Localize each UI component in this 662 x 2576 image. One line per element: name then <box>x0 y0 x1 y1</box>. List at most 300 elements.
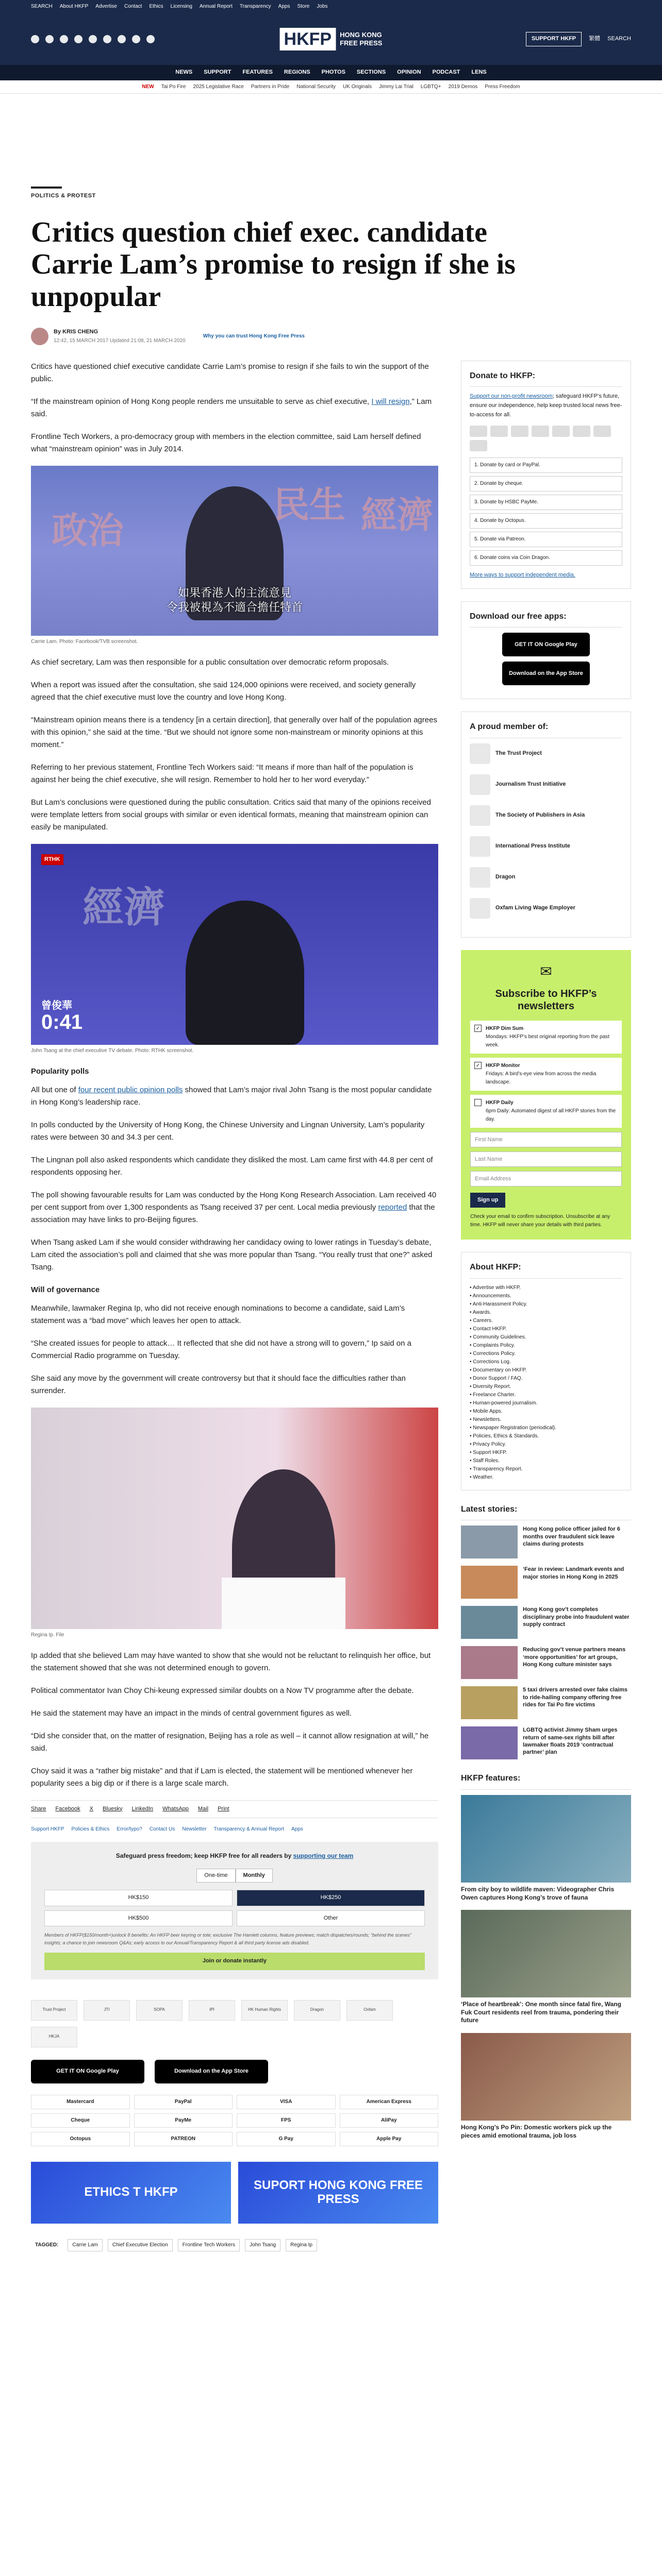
latest-widget-title: Latest stories: <box>461 1503 631 1521</box>
payment-applepay: Apple Pay <box>340 2132 439 2146</box>
share-print[interactable]: Print <box>218 1805 229 1812</box>
donate-option[interactable]: 2. Donate by cheque. <box>470 476 622 492</box>
tag-chip[interactable]: Regina Ip <box>286 2239 317 2251</box>
trending-bar <box>0 80 662 94</box>
partner-logo[interactable]: Oxfam <box>346 2000 393 2021</box>
story-item[interactable] <box>461 1686 631 1719</box>
about-link[interactable]: • Announcements. <box>470 1292 622 1300</box>
partner-logo[interactable]: IPI <box>189 2000 235 2021</box>
site-logo[interactable] <box>280 28 383 50</box>
frequency-toggle <box>44 1869 425 1883</box>
feature-item[interactable] <box>461 2033 631 2140</box>
member-name: Dragon <box>495 874 516 880</box>
nonprofit-link[interactable]: Support our non-profit newsroom <box>470 393 553 400</box>
header-actions <box>526 32 631 46</box>
member-org[interactable] <box>470 805 622 826</box>
app-store-button[interactable]: Download on the App Store <box>502 662 590 685</box>
figure-carrie-lam <box>31 466 438 646</box>
footer-link[interactable]: Contact Us <box>149 1826 175 1833</box>
paragraph: But Lam’s conclusions were questioned during the public consultation. Critics said that many of the opinions received were template letters from social groups with similar or even identical formats, meaning that mainstream opinion can easily be manipulated. <box>31 798 431 832</box>
store-link[interactable]: Store <box>297 4 310 9</box>
about-link[interactable]: • Newsletters. <box>470 1416 622 1424</box>
story-thumbnail <box>461 1726 518 1759</box>
members-widget-title: A proud member of: <box>470 720 622 738</box>
footer-link[interactable]: Error/typo? <box>117 1826 142 1833</box>
author-name-text[interactable]: KRIS CHENG <box>62 328 98 335</box>
payment-fps: FPS <box>237 2113 336 2128</box>
promo-banners <box>31 2162 438 2224</box>
newsletter-name: HKFP Monitor <box>486 1062 520 1069</box>
jti-icon <box>470 774 490 795</box>
paragraph-text: that the association may have links to pro-Beijing figures. <box>31 1202 435 1224</box>
newsletter-desc: Fridays: A bird’s-eye view from across the media landscape. <box>486 1071 597 1085</box>
donate-widget-intro <box>470 392 622 419</box>
member-name: The Society of Publishers in Asia <box>495 812 585 819</box>
feature-item[interactable] <box>461 1910 631 2025</box>
story-headline: 5 taxi drivers arrested over fake claims to ride-hailing company offering free rides for Tai Po fire victims <box>523 1687 628 1708</box>
figure-caption: John Tsang at the chief executive TV debate. Photo: RTHK screenshot. <box>31 1047 194 1054</box>
about-link[interactable]: • Diversity Report. <box>470 1383 622 1391</box>
backdrop-text: 經濟 <box>82 884 165 930</box>
support-banner[interactable]: SUPORT HONG KONG FREE PRESS <box>238 2162 438 2224</box>
payment-visa: VISA <box>237 2095 336 2109</box>
timer-overlay: 0:41 <box>41 1010 83 1033</box>
signup-button[interactable]: Sign up <box>470 1193 505 1208</box>
partner-logos <box>31 2000 438 2047</box>
story-headline: Reducing gov’t venue partners means ‘more opportunities’ for art groups, Hong Kong culture minister says <box>523 1647 626 1668</box>
social-links <box>31 35 155 43</box>
members-widget <box>461 711 631 938</box>
ethics-link[interactable]: Ethics <box>149 4 163 9</box>
app-store-row <box>31 2060 438 2083</box>
feature-image <box>461 1910 631 1997</box>
paragraph: The Lingnan poll also asked respondents which candidate they disliked the most. Lam came first with 44.8 per cent of respondents opposing her. <box>31 1155 433 1177</box>
about-link[interactable]: • Freelance Charter. <box>470 1391 622 1399</box>
mastodon-icon[interactable] <box>118 35 126 43</box>
about-link[interactable]: • Support HKFP. <box>470 1449 622 1457</box>
payment-alipay: AliPay <box>340 2113 439 2128</box>
author-name[interactable]: By KRIS CHENG <box>54 328 98 335</box>
partner-logo[interactable]: SOPA <box>136 2000 183 2021</box>
paragraph: When Tsang asked Lam if she would consider withdrawing her candidacy owing to lower ratings in Tuesday’s debate, Lam cited the association’s poll and claimed that she was more popular than Tsang. “You really trust that one?” asked Tsang. <box>31 1238 433 1272</box>
trending-item[interactable]: Tai Po Fire <box>161 83 186 90</box>
payment-cheque: Cheque <box>31 2113 130 2128</box>
paragraph: Critics have questioned chief executive candidate Carrie Lam’s promise to resign if she fails to win the support of the public. <box>31 362 429 383</box>
footer-link[interactable]: Support HKFP <box>31 1826 64 1833</box>
transparency-link[interactable]: Transparency <box>239 4 271 9</box>
paragraph-text: The poll showing favourable results for Lam was conducted by the Hong Kong Research Association. Lam received 40 per cent support from over 1,300 respondents as Tsang received 37 per cent. Local media previously <box>31 1190 437 1212</box>
member-name: International Press Institute <box>495 843 570 850</box>
envelope-icon: ✉ <box>540 963 552 979</box>
app-store-button[interactable]: Download on the App Store <box>155 2060 268 2083</box>
facebook-icon[interactable] <box>31 35 39 43</box>
trust-link[interactable]: Why you can trust Hong Kong Free Press <box>203 333 305 339</box>
donate-widget <box>461 361 631 589</box>
paragraph: In polls conducted by the University of Hong Kong, the Chinese University and Lingnan University, Lam’s popularity rates were between 30 and 34.3 per cent. <box>31 1120 425 1142</box>
header-search-link[interactable]: SEARCH <box>607 36 631 42</box>
linkedin-icon[interactable] <box>132 35 140 43</box>
feature-image <box>461 1795 631 1883</box>
story-item[interactable] <box>461 1566 631 1599</box>
about-link[interactable]: • Weather. <box>470 1473 622 1482</box>
last-name-field[interactable]: Last Name <box>470 1151 622 1167</box>
x-icon[interactable] <box>45 35 54 43</box>
subheading-polls: Popularity polls <box>31 1066 89 1076</box>
about-link[interactable]: • Documentary on HKFP. <box>470 1366 622 1375</box>
share-x[interactable]: X <box>89 1805 94 1812</box>
card-logos <box>470 426 622 451</box>
story-item[interactable] <box>461 1606 631 1639</box>
donate-option[interactable]: 5. Donate via Patreon. <box>470 532 622 547</box>
subtitle-overlay: 如果香港人的主流意見 令我被視為不適合擔任特首 <box>166 586 303 614</box>
about-list <box>470 1284 622 1482</box>
about-link[interactable]: • Careers. <box>470 1317 622 1325</box>
apps-widget-title: Download our free apps: <box>470 610 622 628</box>
share-mail[interactable]: Mail <box>197 1805 209 1812</box>
story-thumbnail <box>461 1526 518 1558</box>
story-thumbnail <box>461 1606 518 1639</box>
story-headline: ‘Fear in review: Landmark events and major stories in Hong Kong in 2025 <box>523 1566 624 1580</box>
feature-headline: ‘Place of heartbreak’: One month since fatal fire, Wang Fuk Court residents reel from trauma, pondering their future <box>461 2001 621 2024</box>
paragraph: Choy said it was a “rather big mistake” and that if Lam is elected, the statement will be mentioned whenever her popularity sees a big dip or if there is a large scale march. <box>31 1766 413 1788</box>
features-widget-title: HKFP features: <box>461 1772 631 1790</box>
nav-photos[interactable]: PHOTOS <box>321 69 345 76</box>
footer-links <box>31 1825 438 1834</box>
speaker-figure <box>186 901 304 1045</box>
email-field[interactable]: Email Address <box>470 1171 622 1187</box>
figure-caption: Carrie Lam. Photo: Facebook/TVB screenshot. <box>31 638 138 645</box>
nav-support[interactable]: SUPPORT <box>204 69 231 76</box>
reported-link[interactable]: reported <box>378 1202 407 1212</box>
paragraph-text: showed that Lam’s major rival John Tsang is the most popular candidate in Hong Kong’s leadership race. <box>31 1085 432 1107</box>
card-icon <box>511 426 528 437</box>
jobs-link[interactable]: Jobs <box>317 4 328 9</box>
paragraph: Frontline Tech Workers, a pro-democracy group with members in the election committee, said Lam herself defined what “mainstream opinion” was in July 2014. <box>31 432 421 453</box>
footer-link[interactable]: Apps <box>291 1826 303 1833</box>
about-link[interactable]: • Privacy Policy. <box>470 1440 622 1449</box>
share-bar <box>31 1800 438 1819</box>
logo-box: HKFP <box>280 28 336 50</box>
partner-logo[interactable]: Trust Project <box>31 2000 77 2021</box>
author-avatar <box>31 328 48 345</box>
podium <box>222 1578 345 1629</box>
sopa-icon <box>470 805 490 826</box>
story-item[interactable] <box>461 1526 631 1558</box>
tag-list <box>31 2239 438 2251</box>
annual-report-link[interactable]: Annual Report <box>199 4 233 9</box>
tag-chip[interactable]: Frontline Tech Workers <box>178 2239 240 2251</box>
feature-image <box>461 2033 631 2121</box>
donate-button[interactable]: Join or donate instantly <box>44 1953 425 1970</box>
oxfam-icon <box>470 898 490 919</box>
trending-item[interactable]: 2019 Demos <box>448 83 478 90</box>
member-org[interactable] <box>470 867 622 888</box>
member-name: The Trust Project <box>495 750 542 757</box>
apps-widget <box>461 601 631 700</box>
feature-headline: From city boy to wildlife maven: Videographer Chris Owen captures Hong Kong’s trove of fauna <box>461 1886 615 1901</box>
about-link[interactable]: • Corrections Log. <box>470 1358 622 1366</box>
story-headline: Hong Kong gov’t completes disciplinary probe into fraudulent water supply contract <box>523 1606 630 1628</box>
article-title: Critics question chief exec. candidate Carrie Lam’s promise to resign if she is unpopular <box>31 216 516 313</box>
card-icon <box>593 426 611 437</box>
backdrop-text: 經濟 <box>361 495 433 535</box>
donate-widget-intro-text: ; safeguard HKFP’s future, ensure our independence, help keep trusted local news free-to-access for all. <box>470 393 622 418</box>
paragraph: Political commentator Ivan Choy Chi-keung expressed similar doubts on a Now TV programme after the debate. <box>31 1686 414 1695</box>
paragraph-text: “If the mainstream opinion of Hong Kong people renders me unsuitable to serve as chief executive, <box>31 397 372 406</box>
card-icon <box>552 426 570 437</box>
payment-mastercard: Mastercard <box>31 2095 130 2109</box>
telegram-icon[interactable] <box>146 35 155 43</box>
payment-patreon: PATREON <box>134 2132 233 2146</box>
paragraph: She said any move by the government will create controversy but that it should face the difficulties rather than surrender. <box>31 1374 406 1395</box>
share-label: Share <box>31 1805 46 1812</box>
share-bluesky[interactable]: Bluesky <box>103 1805 123 1812</box>
monthly-option[interactable]: Monthly <box>236 1869 273 1883</box>
resign-link[interactable]: I will resign <box>371 397 410 406</box>
threads-icon[interactable] <box>103 35 111 43</box>
search-link[interactable]: SEARCH <box>31 4 53 9</box>
newsletter-note: Check your email to confirm subscription. Unsubscribe at any time. HKFP will never share your details with third parties. <box>470 1214 610 1228</box>
amount-option[interactable]: HK$150 <box>44 1890 233 1906</box>
paragraph <box>31 1189 438 1226</box>
logo-line-1: HONG KONG <box>340 31 382 39</box>
payment-methods <box>31 2095 438 2146</box>
newsletter-option[interactable] <box>470 1058 622 1091</box>
member-org[interactable] <box>470 743 622 764</box>
google-play-button[interactable]: GET IT ON Google Play <box>31 2060 144 2083</box>
google-play-button[interactable]: GET IT ON Google Play <box>502 633 590 656</box>
article-header <box>31 94 631 345</box>
site-header <box>0 13 662 65</box>
article-date: 12:42, 15 MARCH 2017 Updated 21:08, 21 MARCH 2020 <box>54 337 186 344</box>
instagram-icon[interactable] <box>60 35 68 43</box>
paragraph-text: All but one of <box>31 1085 78 1094</box>
first-name-field[interactable]: First Name <box>470 1132 622 1147</box>
footer-link[interactable]: Newsletter <box>182 1826 207 1833</box>
newsletter-option[interactable] <box>470 1095 622 1128</box>
paragraph: “She created issues for people to attack… It reflected that she did not have a strong will to govern,” Ip said on a Commercial Radio programme on Tuesday. <box>31 1338 411 1360</box>
member-org[interactable] <box>470 898 622 919</box>
trending-item[interactable]: Press Freedom <box>485 83 520 90</box>
donate-option[interactable]: 6. Donate coins via Coin Dragon. <box>470 550 622 566</box>
rthk-live-badge: RTHK <box>41 854 63 866</box>
byline <box>31 328 631 345</box>
tag-chip[interactable]: Chief Executive Election <box>108 2239 173 2251</box>
newsletter-title: Subscribe to HKFP’s newsletters <box>495 988 597 1012</box>
features-widget <box>461 1772 631 2140</box>
story-headline: LGBTQ activist Jimmy Sham urges return of same-sex rights bill after lawmaker floats 2019 ‘contractual partner’ plan <box>523 1727 618 1756</box>
donate-title-text: Safeguard press freedom; keep HKFP free for all readers by <box>115 1852 293 1860</box>
checkbox-unchecked[interactable] <box>474 1099 482 1106</box>
checkbox-checked[interactable]: ✓ <box>474 1025 482 1032</box>
article-category[interactable]: POLITICS & PROTEST <box>31 187 62 201</box>
about-link[interactable]: About HKFP <box>59 4 89 9</box>
paragraph <box>31 1084 438 1109</box>
new-label: NEW <box>142 83 154 90</box>
top-bar <box>0 0 662 13</box>
sidebar <box>461 361 631 2251</box>
advertise-link[interactable]: Advertise <box>95 4 117 9</box>
about-link[interactable]: • Contact HKFP. <box>470 1325 622 1333</box>
bluesky-icon[interactable] <box>89 35 97 43</box>
donate-title <box>44 1851 425 1861</box>
newsletter-name: HKFP Daily <box>486 1099 514 1106</box>
support-button[interactable]: SUPPORT HKFP <box>526 32 582 46</box>
youtube-icon[interactable] <box>74 35 82 43</box>
main-nav <box>0 65 662 80</box>
trending-item[interactable]: UK Originals <box>342 83 372 90</box>
about-widget-title: About HKFP: <box>470 1261 622 1279</box>
logo-text <box>340 31 382 47</box>
trending-item[interactable]: Partners in Pride <box>251 83 290 90</box>
subheading-will: Will of governance <box>31 1285 100 1294</box>
paragraph: “Mainstream opinion means there is a tendency [in a certain direction], that generally over half of the population agrees with this opinion,” she said at the time. “But we should not ignore some non-mainstream or minority opinions at this moment.” <box>31 715 437 749</box>
about-link[interactable]: • Advertise with HKFP. <box>470 1284 622 1292</box>
contact-link[interactable]: Contact <box>124 4 142 9</box>
nav-features[interactable]: FEATURES <box>242 69 273 76</box>
paragraph: As chief secretary, Lam was then responsible for a public consultation over democratic reform proposals. <box>31 657 389 667</box>
one-time-option[interactable]: One-time <box>196 1869 235 1883</box>
tagged-label: TAGGED: <box>35 2242 59 2248</box>
nav-regions[interactable]: REGIONS <box>284 69 310 76</box>
story-item[interactable] <box>461 1726 631 1759</box>
paragraph: Meanwhile, lawmaker Regina Ip, who did not receive enough nominations to become a candidate, said Lam’s statement was a “bad move” which leaves her open to attack. <box>31 1303 405 1325</box>
newsletter-widget <box>461 950 631 1240</box>
footer-link[interactable]: Policies & Ethics <box>71 1826 110 1833</box>
about-link[interactable]: • Donor Support / FAQ. <box>470 1375 622 1383</box>
member-org[interactable] <box>470 836 622 857</box>
amount-option[interactable]: Other <box>237 1910 425 1927</box>
backdrop-text: 民生 <box>273 484 345 525</box>
trending-item[interactable]: Jimmy Lai Trial <box>379 83 413 90</box>
footer-link[interactable]: Transparency & Annual Report <box>213 1826 284 1833</box>
apps-link[interactable]: Apps <box>278 4 290 9</box>
donate-option[interactable]: 3. Donate by HSBC PayMe. <box>470 495 622 510</box>
amount-option[interactable]: HK$500 <box>44 1910 233 1927</box>
paragraph: He said the statement may have an impact in the minds of central government figures as well. <box>31 1708 352 1718</box>
partner-logo[interactable]: JTI <box>84 2000 130 2021</box>
card-icon <box>490 426 508 437</box>
story-thumbnail <box>461 1566 518 1599</box>
partner-logo[interactable]: HKJA <box>31 2027 77 2047</box>
tag-chip[interactable]: John Tsang <box>245 2239 280 2251</box>
latest-widget <box>461 1503 631 1760</box>
more-ways-link[interactable]: More ways to support independent media. <box>470 572 575 579</box>
tag-chip[interactable]: Carrie Lam <box>68 2239 102 2251</box>
payment-amex: American Express <box>340 2095 439 2109</box>
john-tsang-photo <box>31 844 438 1045</box>
checkbox-checked[interactable]: ✓ <box>474 1062 482 1069</box>
paragraph: Referring to her previous statement, Frontline Tech Workers said: “It means if more than half of the population is against her being the chief executive, she will resign. Remember to hold her to her word everyday.” <box>31 762 413 784</box>
card-icon <box>532 426 549 437</box>
paragraph: “Did she consider that, on the matter of resignation, Beijing has a role as well – it cannot allow resignation at will,” he said. <box>31 1731 429 1753</box>
polls-link[interactable]: four recent public opinion polls <box>78 1085 183 1094</box>
paragraph: When a report was issued after the consultation, she said 124,000 opinions were received, and society generally agreed that the chief executive must love the country and love Hong Kong. <box>31 680 416 702</box>
about-link[interactable]: • Human-powered journalism. <box>470 1399 622 1408</box>
story-thumbnail <box>461 1686 518 1719</box>
amount-option-selected[interactable]: HK$250 <box>237 1890 425 1906</box>
donate-box <box>31 1842 438 1979</box>
donate-widget-title: Donate to HKFP: <box>470 369 622 387</box>
nav-lens[interactable]: LENS <box>471 69 487 76</box>
payment-gpay: G Pay <box>237 2132 336 2146</box>
about-link[interactable]: • Mobile Apps. <box>470 1408 622 1416</box>
newsletter-name: HKFP Dim Sum <box>486 1025 524 1031</box>
carrie-lam-photo <box>31 466 438 636</box>
newsletter-option[interactable] <box>470 1021 622 1054</box>
donate-option[interactable]: 4. Donate by Octopus. <box>470 513 622 529</box>
trending-item[interactable]: 2025 Legislative Race <box>193 83 244 90</box>
ipi-icon <box>470 836 490 857</box>
trending-item[interactable]: LGBTQ+ <box>420 83 441 90</box>
about-link[interactable]: • Staff Roles. <box>470 1457 622 1465</box>
paragraph-text: ,” Lam said. <box>31 397 432 418</box>
about-widget <box>461 1252 631 1490</box>
member-name: Oxfam Living Wage Employer <box>495 905 575 911</box>
card-icon <box>573 426 590 437</box>
partner-logo[interactable]: Dragon <box>294 2000 340 2021</box>
nav-podcast[interactable]: PODCAST <box>432 69 460 76</box>
about-link[interactable]: • Community Guidelines. <box>470 1333 622 1342</box>
payment-octopus: Octopus <box>31 2132 130 2146</box>
figure-caption: Regina Ip. File <box>31 1632 64 1638</box>
payment-payme: PayMe <box>134 2113 233 2128</box>
share-whatsapp[interactable]: WhatsApp <box>162 1805 189 1812</box>
figure-regina-ip <box>31 1408 438 1639</box>
backdrop-text: 政治 <box>52 510 124 551</box>
card-icon <box>470 426 487 437</box>
trust-project-icon <box>470 743 490 764</box>
share-facebook[interactable]: Facebook <box>55 1805 80 1812</box>
figure-john-tsang <box>31 844 438 1055</box>
member-org[interactable] <box>470 774 622 795</box>
about-link[interactable]: • Anti-Harassment Policy. <box>470 1300 622 1309</box>
about-link[interactable]: • Corrections Policy. <box>470 1350 622 1358</box>
card-icon <box>470 440 487 451</box>
regina-ip-photo <box>31 1408 438 1629</box>
donate-option[interactable]: 1. Donate by card or PayPal. <box>470 457 622 473</box>
newsletter-desc: Mondays: HKFP’s best original reporting from the past week. <box>486 1033 609 1048</box>
partner-logo[interactable]: HK Human Rights <box>241 2000 288 2021</box>
newsletter-desc: 6pm Daily: Automated digest of all HKFP stories from the day. <box>486 1108 616 1122</box>
member-benefits-text: Members of HKFP($150/month+)unlock 8 benefits: An HKFP beer keyring or tote; exclusive The Hamlett columns, feature previews; match dispatches/rounds; “behind the scenes” insights; a chance to join newsroom Q&As; early access to our Annual/Transparency Report & all third party license ads disabled. <box>44 1933 411 1945</box>
trending-item[interactable]: National Security <box>296 83 336 90</box>
paragraph: Ip added that she believed Lam may have wanted to show that she would not be reluctant to relinquish her office, but the statement showed that she was not determined enough to govern. <box>31 1651 431 1672</box>
logo-line-2: FREE PRESS <box>340 39 383 47</box>
nav-opinion[interactable]: OPINION <box>397 69 421 76</box>
about-link[interactable]: • Transparency Report. <box>470 1465 622 1473</box>
licensing-link[interactable]: Licensing <box>170 4 192 9</box>
nav-news[interactable]: NEWS <box>175 69 193 76</box>
about-link[interactable]: • Policies, Ethics & Standards. <box>470 1432 622 1440</box>
about-link[interactable]: • Newspaper Registration (periodical). <box>470 1424 622 1432</box>
about-link[interactable]: • Complaints Policy. <box>470 1342 622 1350</box>
payment-paypal: PayPal <box>134 2095 233 2109</box>
story-headline: Hong Kong police officer jailed for 6 months over fraudulent sick leave claims during protests <box>523 1526 620 1548</box>
support-team-link[interactable]: supporting our team <box>293 1852 354 1860</box>
paragraph <box>31 396 438 420</box>
nav-sections[interactable]: SECTIONS <box>356 69 386 76</box>
feature-headline: Hong Kong’s Po Pin: Domestic workers pick up the pieces amid emotional trauma, job loss <box>461 2124 612 2139</box>
member-name: Journalism Trust Initiative <box>495 781 566 788</box>
ethics-banner[interactable]: ETHICS T HKFP <box>31 2162 231 2224</box>
amount-options <box>44 1890 425 1926</box>
share-linkedin[interactable]: LinkedIn <box>131 1805 154 1812</box>
feature-item[interactable] <box>461 1795 631 1902</box>
story-item[interactable] <box>461 1646 631 1679</box>
chinese-link[interactable]: 繁體 <box>589 36 601 42</box>
about-link[interactable]: • Awards. <box>470 1309 622 1317</box>
